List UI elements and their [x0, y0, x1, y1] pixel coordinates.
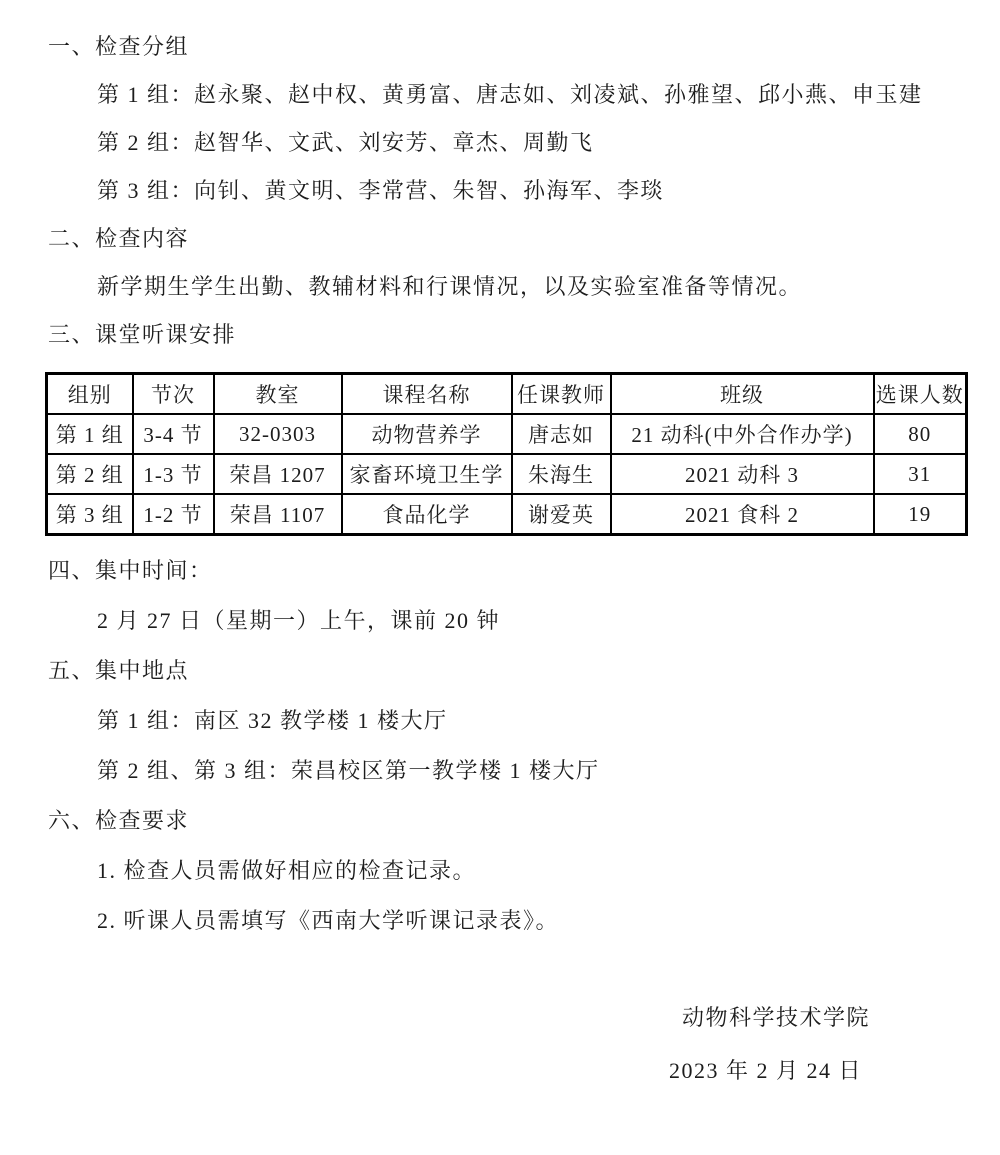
col-header-classroom: 教室: [214, 374, 342, 415]
cell-enrollment: 19: [874, 494, 967, 535]
col-header-class: 班级: [611, 374, 874, 415]
section-5-location-2: 第 2 组、第 3 组：荣昌校区第一教学楼 1 楼大厅: [97, 758, 600, 783]
section-2-heading: 二、检查内容: [48, 226, 190, 251]
col-header-course: 课程名称: [342, 374, 512, 415]
cell-group: 第 2 组: [47, 454, 133, 494]
cell-group: 第 1 组: [47, 414, 133, 454]
col-header-group: 组别: [47, 374, 133, 415]
cell-period: 1-3 节: [133, 454, 214, 494]
signature-date: 2023 年 2 月 24 日: [668, 1058, 862, 1083]
section-6-heading: 六、检查要求: [48, 808, 190, 833]
requirement-item-2: 2. 听课人员需填写《西南大学听课记录表》。: [97, 908, 560, 933]
section-4-heading: 四、集中时间：: [48, 558, 213, 583]
signature-department: 动物科学技术学院: [681, 1005, 870, 1030]
cell-period: 1-2 节: [133, 494, 214, 535]
section-5-location-1: 第 1 组：南区 32 教学楼 1 楼大厅: [97, 708, 448, 733]
table-row: [47, 494, 967, 535]
cell-teacher: 谢爱英: [512, 494, 611, 535]
section-1-heading: 一、检查分组: [48, 34, 190, 59]
cell-teacher: 朱海生: [512, 454, 611, 494]
cell-group: 第 3 组: [47, 494, 133, 535]
cell-teacher: 唐志如: [512, 414, 611, 454]
cell-class: 2021 动科 3: [611, 454, 874, 494]
group-1-members: 第 1 组：赵永聚、赵中权、黄勇富、唐志如、刘凌斌、孙雅望、邱小燕、申玉建: [97, 82, 923, 107]
cell-classroom: 荣昌 1207: [214, 454, 342, 494]
cell-period: 3-4 节: [133, 414, 214, 454]
cell-class: 21 动科(中外合作办学): [611, 414, 874, 454]
section-5-heading: 五、集中地点: [48, 658, 190, 683]
col-header-enrollment: 选课人数: [874, 374, 967, 415]
requirement-item-1: 1. 检查人员需做好相应的检查记录。: [97, 858, 477, 883]
col-header-period: 节次: [133, 374, 214, 415]
section-3-heading: 三、课堂听课安排: [48, 322, 237, 347]
cell-course: 动物营养学: [342, 414, 512, 454]
cell-course: 家畜环境卫生学: [342, 454, 512, 494]
cell-classroom: 32-0303: [214, 414, 342, 454]
schedule-table: [45, 372, 968, 536]
cell-course: 食品化学: [342, 494, 512, 535]
table-header-row: [47, 374, 967, 415]
table-row: [47, 454, 967, 494]
cell-enrollment: 80: [874, 414, 967, 454]
table-row: [47, 414, 967, 454]
cell-classroom: 荣昌 1107: [214, 494, 342, 535]
cell-class: 2021 食科 2: [611, 494, 874, 535]
cell-enrollment: 31: [874, 454, 967, 494]
col-header-teacher: 任课教师: [512, 374, 611, 415]
section-4-body: 2 月 27 日（星期一）上午，课前 20 钟: [97, 608, 501, 633]
group-2-members: 第 2 组：赵智华、文武、刘安芳、章杰、周勤飞: [97, 130, 594, 155]
section-2-body: 新学期生学生出勤、教辅材料和行课情况，以及实验室准备等情况。: [97, 274, 803, 299]
group-3-members: 第 3 组：向钊、黄文明、李常营、朱智、孙海军、李琰: [97, 178, 665, 203]
